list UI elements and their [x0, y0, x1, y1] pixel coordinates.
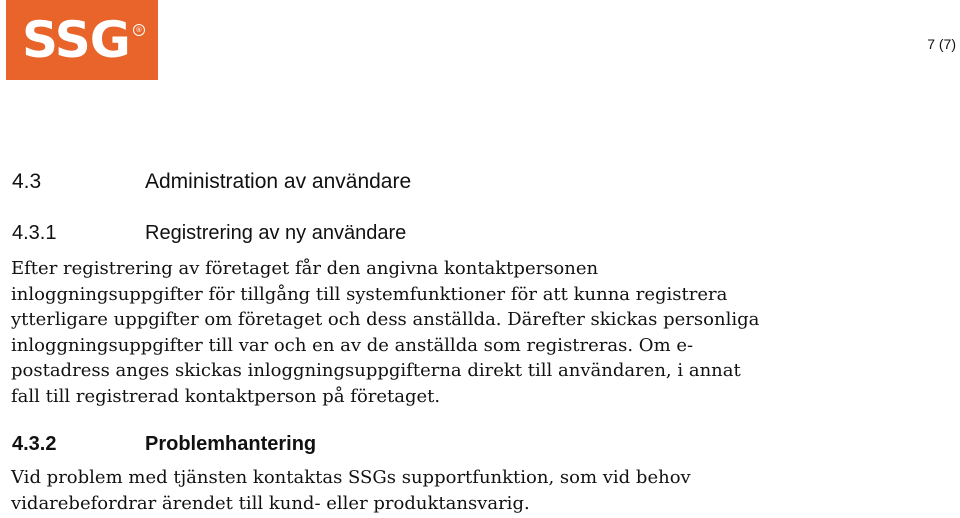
- section-heading: [12, 170, 411, 194]
- subsection-number: 4.3.1: [12, 222, 57, 244]
- paragraph-line: inloggningsuppgifter för tillgång till systemfunktioner för att kunna registrera: [11, 283, 728, 305]
- paragraph-line: vidarebefordrar ärendet till kund- eller produktansvarig.: [11, 492, 530, 514]
- paragraph-registrering: [11, 256, 941, 409]
- paragraph-line: Vid problem med tjänsten kontaktas SSGs supportfunktion, som vid behov: [11, 467, 691, 488]
- page-number-text: 7 (7): [927, 36, 956, 52]
- subsection-title: Problemhantering: [145, 433, 317, 455]
- section-title: Administration av användare: [145, 170, 412, 193]
- paragraph-line: Efter registrering av företaget får den angivna kontaktpersonen: [11, 258, 599, 279]
- page-number: [0, 36, 960, 52]
- subsection-heading-problemhantering: [12, 433, 316, 456]
- subsection-number: 4.3.2: [12, 433, 57, 455]
- logo-text: SSG: [22, 11, 130, 69]
- section-number: 4.3: [12, 170, 42, 193]
- paragraph-line: fall till registrerad kontaktperson på företaget.: [11, 385, 441, 407]
- registered-mark-icon: ®: [133, 24, 145, 36]
- paragraph-line: ytterligare uppgifter om företaget och dess anställda. Därefter skickas personliga: [11, 309, 760, 330]
- paragraph-line: postadress anges skickas inloggningsuppgifterna direkt till användaren, i annat: [11, 360, 741, 381]
- subsection-heading-registrering: [12, 222, 406, 245]
- paragraph-problemhantering: [11, 465, 941, 516]
- subsection-title: Registrering av ny användare: [145, 222, 407, 244]
- paragraph-line: inloggningsuppgifter till var och en av de anställda som registreras. Om e-: [11, 334, 694, 356]
